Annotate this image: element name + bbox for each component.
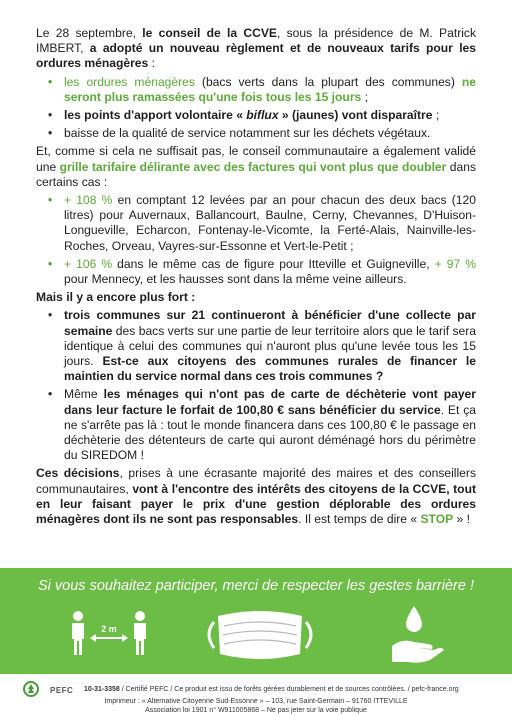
list-item: • trois communes sur 21 continueront à bénéficier d'une collecte par semaine des bacs verts sur une partie de leur territoire alors que le tarif sera identique à celui des communes qui n'auront plus qu'une levée tous les 15 jours. Est-ce aux citoyens des communes rurales de financer le maintien du service normal dans ces trois communes ? bbox=[36, 308, 476, 384]
worse-heading: Mais il y a encore plus fort : bbox=[36, 290, 196, 305]
worse-list bbox=[36, 308, 476, 463]
intro-paragraph: Le 28 septembre, le conseil de la CCVE, sous la présidence de M. Patrick IMBERT, a adopté un nouveau règlement et de nouveaux tarifs pour les ordures ménagères : bbox=[36, 26, 477, 71]
list-item: • + 106 % dans le même cas de figure pour Itteville et Guigneville, + 97 % pour Mennecy, et les hausses sont dans la même veine ailleurs. bbox=[36, 257, 476, 287]
changes-list bbox=[36, 75, 476, 142]
footer bbox=[0, 676, 512, 716]
barrier-gestures-banner bbox=[0, 568, 512, 674]
certification-line: 10-31-3358 / Certifié PEFC / Ce produit est issu de forêts gérées durablement et de sources contrôlées. / pefc-france.org bbox=[84, 686, 459, 693]
hand-sanitizer-icon bbox=[382, 602, 446, 666]
mask-icon bbox=[200, 604, 320, 666]
association-line: Association loi 1901 n° W911005868 – Ne pas jeter sur la voie publique bbox=[145, 707, 367, 714]
pefc-logo-text: PEFC bbox=[50, 686, 74, 695]
tariff-paragraph: Et, comme si cela ne suffisait pas, le conseil communautaire a également validé une grille tarifaire délirante avec des factures qui vont plus que doubler dans certains cas : bbox=[36, 144, 476, 189]
distancing-icon bbox=[64, 608, 154, 660]
intro-bold-rules: a adopté un nouveau règlement et de nouveaux tarifs pour les ordures ménagères bbox=[36, 41, 477, 71]
conclusion-paragraph: Ces décisions, prises à une écrasante majorité des maires et des conseillers communautaires, vont à l'encontre des intérêts des citoyens de la CCVE, tout en leur faisant payer le prix d'une gestion déplorable des ordures ménagères dont ils ne sont pas responsables. Il est temps de dire « STOP » ! bbox=[36, 466, 476, 527]
tariff-list bbox=[36, 193, 476, 287]
intro-bold-council: le conseil de la CCVE bbox=[142, 26, 277, 40]
list-item: • + 108 % en comptant 12 levées par an pour chacun des deux bacs (120 litres) pour Auvernaux, Ballancourt, Baulne, Cerny, Chevannes, D'Huison-Longueville, Echarcon, Fontenay-le-Vicomte, la Ferté-Alais, Nainville-les-Roches, Orveau, Vayres-sur-Essonne et Vert-le-Petit ; bbox=[36, 193, 476, 254]
list-item: • les ordures ménagères (bacs verts dans la plupart des communes) ne seront plus ramassées qu'une fois tous les 15 jours ; bbox=[36, 75, 476, 105]
list-item: • Même les ménages qui n'ont pas de carte de déchèterie vont payer dans leur facture le forfait de 100,80 € sans bénéficier du service. Et ça ne s'arrête pas là : tout le monde financera dans ces 100,80 € le passage en déchèterie des détenteurs de carte qui auront déménagé hors du périmètre du SIREDOM ! bbox=[36, 387, 476, 463]
banner-title: Si vous souhaitez participer, merci de respecter les gestes barrière ! bbox=[37, 578, 474, 594]
list-item: • les points d'apport volontaire « biflux » (jaunes) vont disparaître ; bbox=[36, 108, 476, 123]
pefc-logo-icon bbox=[22, 680, 48, 698]
list-item: • baisse de la qualité de service notamment sur les déchets végétaux. bbox=[36, 126, 476, 141]
article-body bbox=[36, 26, 476, 530]
distance-label: 2 m bbox=[101, 624, 117, 634]
printer-line: Imprimeur : « Alternative Citoyenne Sud-Essonne » – 103, rue Saint-Germain – 91760 ITTEVILLE bbox=[104, 698, 408, 705]
